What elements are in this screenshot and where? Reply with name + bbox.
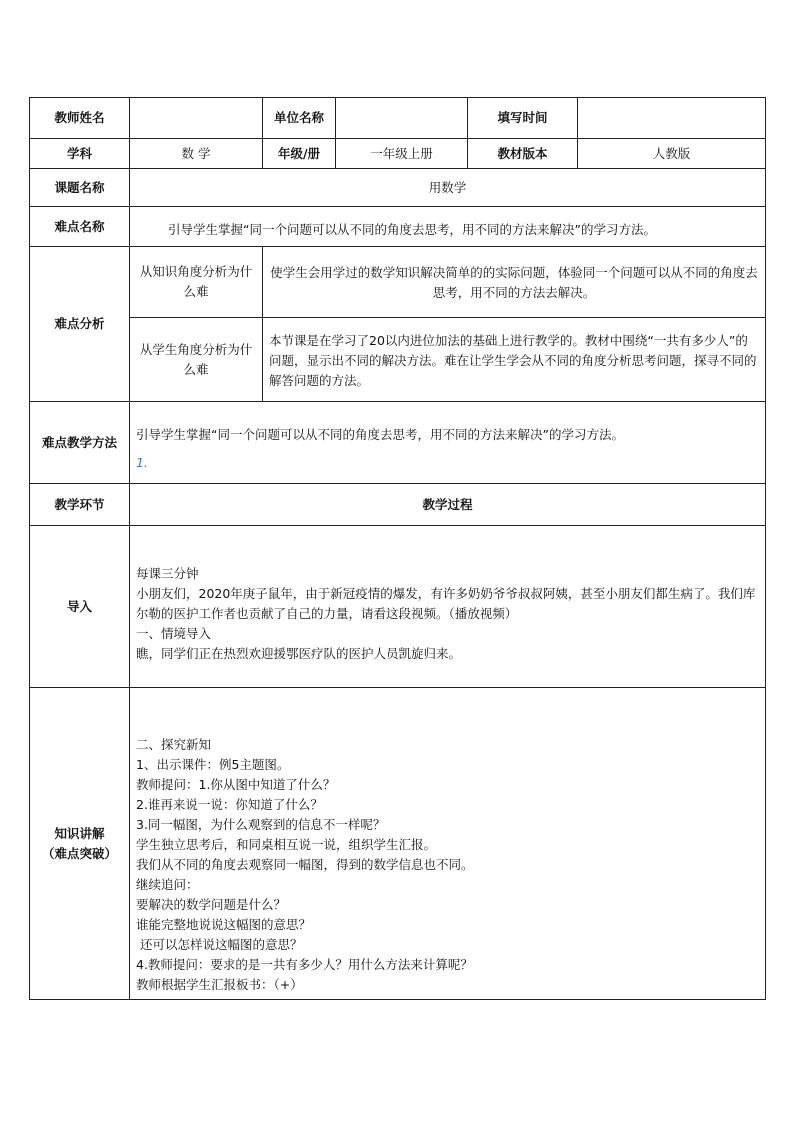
date-value[interactable] — [578, 98, 766, 139]
intro-line: 每课三分钟 — [136, 566, 199, 581]
knowledge-line: 教师根据学生汇报板书：（+） — [136, 976, 303, 992]
knowledge-line: 继续追问： — [136, 876, 199, 892]
intro-label: 导入 — [30, 526, 130, 688]
knowledge-line: 3.同一幅图，为什么观察到的信息不一样呢？ — [136, 816, 386, 832]
method-cell — [130, 402, 766, 484]
unit-label: 单位名称 — [263, 98, 336, 139]
knowledge-line: 我们从不同的角度去观察同一幅图，得到的数学信息也不同。 — [136, 856, 474, 872]
edition-label: 教材版本 — [468, 139, 578, 169]
knowledge-cell — [130, 688, 766, 1000]
intro-line: 小朋友们，2020年庚子鼠年，由于新冠疫情的爆发，有许多奶奶爷爷叔叔阿姨，甚至小朋友们都生病了。我们库尔勒的医护工作者也贡献了自己的力量，请看这段视频。（播放视频） — [136, 586, 756, 621]
difficulty-label: 难点名称 — [30, 207, 130, 247]
method-list-number: 1. — [136, 454, 148, 470]
knowledge-angle-label: 从知识角度分析为什么难 — [130, 247, 263, 318]
intro-cell — [130, 526, 766, 688]
header-row-1 — [30, 98, 766, 139]
date-label: 填写时间 — [468, 98, 578, 139]
topic-label: 课题名称 — [30, 169, 130, 207]
subject-value: 数 学 — [130, 139, 263, 169]
intro-line: 瞧，同学们正在热烈欢迎援鄂医疗队的医护人员凯旋归来。 — [136, 646, 462, 661]
knowledge-row — [30, 688, 766, 1000]
analysis-student-row — [30, 318, 766, 402]
knowledge-line: 还可以怎样说这幅图的意思？ — [140, 936, 303, 952]
knowledge-line: 4.教师提问：要求的是一共有多少人？用什么方法来计算呢？ — [136, 956, 473, 972]
unit-value[interactable] — [336, 98, 468, 139]
knowledge-line: 1、出示课件：例5主题图。 — [136, 756, 290, 772]
header-row-2 — [30, 139, 766, 169]
topic-value: 用数学 — [130, 169, 766, 207]
lesson-plan-table — [29, 97, 766, 1000]
intro-line: 一、情境导入 — [136, 626, 212, 641]
stage-header: 教学环节 — [30, 484, 130, 526]
method-label: 难点教学方法 — [30, 402, 130, 484]
knowledge-line: 谁能完整地说说这幅图的意思？ — [136, 916, 312, 932]
teacher-label: 教师姓名 — [30, 98, 130, 139]
knowledge-line: 教师提问：1.你从图中知道了什么？ — [136, 776, 336, 792]
knowledge-line: 二、探究新知 — [136, 736, 212, 752]
knowledge-line: 要解决的数学问题是什么？ — [136, 896, 287, 912]
process-header-row — [30, 484, 766, 526]
difficulty-row — [30, 207, 766, 247]
method-row — [30, 402, 766, 484]
analysis-label: 难点分析 — [30, 247, 130, 402]
knowledge-line: 2.谁再来说一说：你知道了什么？ — [136, 796, 323, 812]
teacher-value[interactable] — [130, 98, 263, 139]
subject-label: 学科 — [30, 139, 130, 169]
knowledge-angle-text: 使学生会用学过的数学知识解决简单的的实际问题，体验同一个问题可以从不同的角度去思考，用不同的方法去解决。 — [263, 247, 766, 318]
knowledge-label: 知识讲解 — [54, 825, 105, 841]
analysis-knowledge-row — [30, 247, 766, 318]
knowledge-label-cell — [30, 688, 130, 1000]
grade-label: 年级/册 — [263, 139, 336, 169]
student-angle-label: 从学生角度分析为什么难 — [130, 318, 263, 402]
edition-value: 人教版 — [578, 139, 766, 169]
knowledge-sublabel: （难点突破） — [41, 845, 117, 861]
knowledge-line: 学生独立思考后，和同桌相互说一说，组织学生汇报。 — [136, 836, 437, 852]
method-text: 引导学生掌握“同一个问题可以从不同的角度去思考，用不同的方法来解决”的学习方法。 — [136, 426, 624, 442]
grade-value: 一年级上册 — [336, 139, 468, 169]
student-angle-text: 本节课是在学习了20以内进位加法的基础上进行教学的。教材中围绕“一共有多少人”的问题，显示出不同的解决方法。难在让学生学会从不同的角度分析思考问题，探寻不同的解答问题的方法。 — [263, 318, 766, 402]
intro-row — [30, 526, 766, 688]
topic-row — [30, 169, 766, 207]
process-header: 教学过程 — [130, 484, 766, 526]
difficulty-value: 引导学生掌握“同一个问题可以从不同的角度去思考，用不同的方法来解决”的学习方法。 — [130, 207, 766, 247]
